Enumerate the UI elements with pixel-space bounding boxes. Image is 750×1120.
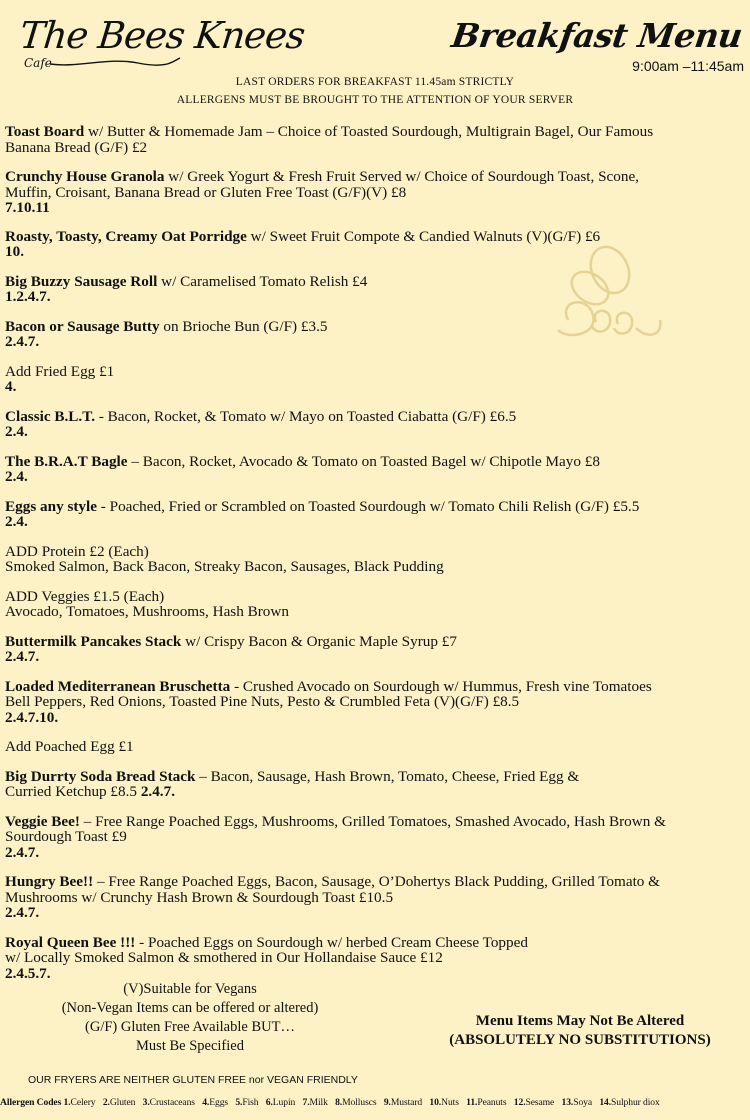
menu-item-allergen-codes: 2.4.7.10. [5,708,59,726]
menu-item [5,274,750,305]
allergen-item [233,1097,258,1108]
menu-item-allergen-codes: 2.4. [5,468,28,485]
allergen-item [300,1097,328,1108]
menu-item [5,454,750,485]
allergen-item [511,1097,554,1108]
allergen-number: 1. [63,1097,71,1108]
allergen-codes-inline: 2.4.7. [140,783,175,800]
menu-item-allergen-codes: 2.4.7. [5,904,40,921]
menu-item-name: Hungry Bee!! [5,873,94,890]
menu-item-description: ADD Veggies £1.5 (Each) [5,587,165,605]
menu-item-description: – Free Range Poached Eggs, Mushrooms, Grilled Tomatoes, Smashed Avocado, Hash Brown & [79,812,666,830]
menu-item-description: w/ Butter & Homemade Jam – Choice of Toasted Sourdough, Multigrain Bagel, Our Famous [84,123,654,140]
menu-item [5,589,750,620]
menu-item [5,364,750,395]
allergen-name: Milk [309,1097,328,1108]
allergen-number: 2. [102,1097,110,1108]
allergen-codes [0,1097,750,1108]
allergen-number: 6. [265,1097,273,1108]
menu-item-description-cont: Sourdough Toast £9 [5,828,127,845]
menu-item [5,634,750,665]
last-orders-notice: LAST ORDERS FOR BREAKFAST 11.45am STRICTLY [235,76,515,88]
menu-item [5,229,750,260]
menu-item-name: Crunchy House Granola [5,168,165,185]
menu-item-description-cont: Avocado, Tomatoes, Mushrooms, Hash Brown [5,603,289,620]
allergen-number: 10. [429,1097,442,1108]
menu-item [5,679,750,726]
allergen-codes-label: Allergen Codes [0,1097,62,1108]
logo-swoosh-icon [48,55,183,69]
menu-item-description: w/ Sweet Fruit Compote & Candied Walnuts (V)(G/F) £6 [246,227,601,245]
allergen-item [140,1097,195,1108]
specify-note: Must Be Specified [136,1038,244,1054]
allergen-number: 8. [335,1097,343,1108]
menu-item-name: Classic B.L.T. [5,407,96,425]
menu-item-name: Loaded Mediterranean Bruschetta [5,677,231,695]
menu-item-name: Bacon or Sausage Butty [5,317,160,335]
menu-item-allergen-codes: 2.4.7. [5,843,40,861]
menu-item-allergen-codes: 10. [5,243,24,260]
logo-title: The Bees Knees [17,14,307,57]
menu-item-description: - Poached, Fried or Scrambled on Toasted Sourdough w/ Tomato Chili Relish (G/F) £5.5 [96,497,640,515]
allergen-number: 11. [466,1097,478,1108]
dietary-key [0,980,380,1056]
allergen-item [427,1097,459,1108]
no-alter-line: Menu Items May Not Be Altered [475,1013,685,1029]
allergen-item [333,1097,377,1108]
menu-item-description-cont: Bell Peppers, Red Onions, Toasted Pine Nuts, Pesto & Crumbled Feta (V)(G/F) £8.5 [5,693,520,710]
allergen-name: Fish [242,1097,259,1108]
allergen-number: 13. [561,1097,574,1108]
gluten-free-note: (G/F) Gluten Free Available BUT… [85,1019,295,1035]
allergen-name: Lupin [272,1097,296,1108]
allergen-name: Sulphur diox [611,1097,660,1108]
menu-item-description-cont: Muffin, Croisant, Banana Bread or Gluten Free Toast (G/F)(V) £8 [5,183,407,201]
allergen-name: Eggs [209,1097,229,1108]
menu-item-description-cont: Banana Bread (G/F) £2 [5,138,148,156]
menu-item-description: ADD Protein £2 (Each) [5,542,149,560]
menu-item-description: – Free Range Poached Eggs, Bacon, Sausage, O’Dohertys Black Pudding, Grilled Tomato & [93,873,660,890]
menu-item-name: Royal Queen Bee !!! [5,933,136,951]
menu-item-description-cont: Smoked Salmon, Back Bacon, Streaky Bacon, Sausages, Black Pudding [5,558,444,575]
menu-item [5,739,750,755]
menu-item [5,169,750,216]
menu-item-description: Add Fried Egg £1 [5,362,115,380]
menu-item-description: w/ Caramelised Tomato Relish £4 [157,272,368,290]
no-substitutions-notice [420,1012,740,1050]
allergen-number: 12. [513,1097,526,1108]
allergen-item [263,1097,295,1108]
allergen-name: Celery [70,1097,96,1108]
menu-item-description: - Bacon, Rocket, & Tomato w/ Mayo on Toasted Ciabatta (G/F) £6.5 [95,407,517,425]
menu-item-description: – Bacon, Sausage, Hash Brown, Tomato, Cheese, Fried Egg & [195,767,580,785]
menu-items [5,124,750,981]
menu-item-description-cont: Mushrooms w/ Crunchy Hash Brown & Sourdough Toast £10.5 [5,888,394,906]
menu-item-allergen-codes: 2.4. [5,423,28,440]
fryers-notice: OUR FRYERS ARE NEITHER GLUTEN FREE nor VEGAN FRIENDLY [28,1074,358,1086]
menu-item-name: Toast Board [5,123,85,140]
menu-item-allergen-codes: 2.4. [5,513,28,530]
menu-item-name: Big Buzzy Sausage Roll [5,272,158,290]
allergen-item [64,1097,96,1108]
allergen-name: Peanuts [477,1097,507,1108]
menu-item [5,935,750,982]
allergen-name: Mustard [390,1097,423,1108]
allergen-name: Sesame [525,1097,555,1108]
allergen-number: 14. [599,1097,612,1108]
menu-item [5,874,750,921]
allergen-item [597,1097,660,1108]
menu-item-description: - Poached Eggs on Sourdough w/ herbed Cream Cheese Topped [135,933,528,951]
menu-item-description: – Bacon, Rocket, Avocado & Tomato on Toasted Bagel w/ Chipotle Mayo £8 [127,452,600,470]
menu-item-description: w/ Greek Yogurt & Fresh Fruit Served w/ Choice of Sourdough Toast, Scone, [164,168,639,185]
vegan-alter-note: (Non-Vegan Items can be offered or altered) [61,1000,319,1016]
menu-item-allergen-codes: 1.2.4.7. [5,288,51,305]
menu-item [5,124,750,155]
menu-item [5,409,750,440]
menu-item-description: Add Poached Egg £1 [5,738,134,755]
menu-item-allergen-codes: 2.4.7. [5,333,40,350]
allergen-item [200,1097,228,1108]
menu-item-description-cont: Curried Ketchup £8.5 [5,783,141,800]
allergen-name: Soya [573,1097,593,1108]
allergen-item [101,1097,136,1108]
menu-item-allergen-codes: 7.10.11 [5,199,50,216]
allergen-number: 7. [302,1097,310,1108]
menu-item [5,319,750,350]
allergen-item [464,1097,507,1108]
no-substitutions-line: (ABSOLUTELY NO SUBSTITUTIONS) [449,1032,711,1048]
menu-item-allergen-codes: 2.4.5.7. [5,964,51,982]
menu-item-name: Big Durrty Soda Bread Stack [5,767,196,785]
allergen-name: Nuts [441,1097,459,1108]
vegan-note: (V)Suitable for Vegans [123,981,257,997]
menu-item-description: - Crushed Avocado on Sourdough w/ Hummus, Fresh vine Tomatoes [230,677,652,695]
menu-item-allergen-codes: 2.4.7. [5,648,40,665]
menu-item-name: Eggs any style [5,497,97,515]
allergen-name: Gluten [109,1097,136,1108]
allergen-name: Molluscs [342,1097,377,1108]
allergen-name: Crustaceans [149,1097,195,1108]
allergen-item [382,1097,423,1108]
allergen-notice: ALLERGENS MUST BE BROUGHT TO THE ATTENTION OF YOUR SERVER [176,94,574,106]
menu-title: Breakfast Menu [449,16,745,55]
allergen-number: 5. [235,1097,243,1108]
menu-item [5,814,750,861]
menu-item [5,769,750,800]
menu-item-name: Roasty, Toasty, Creamy Oat Porridge [5,227,247,245]
opening-hours: 9:00am –11:45am [632,58,744,74]
menu-item-name: Buttermilk Pancakes Stack [5,632,182,650]
menu-item [5,499,750,530]
menu-item-description: on Brioche Bun (G/F) £3.5 [159,317,328,335]
allergen-number: 9. [383,1097,391,1108]
allergen-item [559,1097,592,1108]
allergen-number: 3. [142,1097,150,1108]
logo-subtitle: Cafe [24,56,52,70]
menu-item [5,544,750,575]
menu-item-name: The B.R.A.T Bagle [5,452,128,470]
menu-item-allergen-codes: 4. [5,378,17,395]
menu-item-name: Veggie Bee! [5,812,80,830]
menu-item-description: w/ Crispy Bacon & Organic Maple Syrup £7 [181,632,457,650]
menu-item-description-cont: w/ Locally Smoked Salmon & smothered in Our Hollandaise Sauce £12 [5,949,443,966]
allergen-number: 4. [202,1097,210,1108]
